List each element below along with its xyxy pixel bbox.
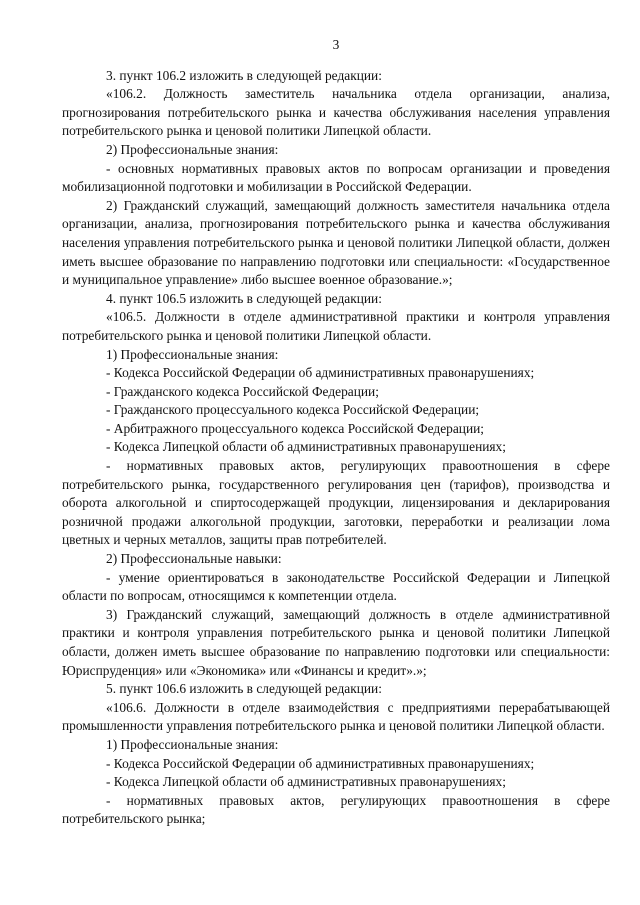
paragraph: 2) Профессиональные навыки: xyxy=(106,551,282,567)
paragraph: - Кодекса Липецкой области об административных правонарушениях; xyxy=(106,774,506,790)
paragraph: «106.6. Должности в отделе взаимодействия с предприятиями перерабатывающей промышленности управления потребительского рынка и ценовой политики Липецкой области. xyxy=(62,699,610,734)
paragraph: - нормативных правовых актов, регулирующих правоотношения в сфере потребительского рынка; xyxy=(62,792,610,827)
paragraph: - Гражданского кодекса Российской Федерации; xyxy=(106,383,379,399)
paragraph: - умение ориентироваться в законодательстве Российской Федерации и Липецкой области по вопросам, относящимся к компетенции отдела. xyxy=(62,569,610,604)
paragraph: - Гражданского процессуального кодекса Российской Федерации; xyxy=(106,402,480,418)
paragraph: 2) Профессиональные знания: xyxy=(106,141,279,157)
paragraph: - основных нормативных правовых актов по вопросам организации и проведения мобилизационной подготовки и мобилизации в Российской Федерации. xyxy=(62,160,610,195)
paragraph: 2) Гражданский служащий, замещающий должность заместителя начальника отдела организации, анализа, прогнозирования потребительского рынка и качества обслуживания населения управления потребительского рынка и ценовой политики Липецкой области, должен иметь высшее образование по направлению подготовки или специальности: «Государственное и муниципальное управление» либо высшее военное образование.»; xyxy=(62,197,610,288)
page-number: 3 xyxy=(332,37,340,52)
paragraph: 1) Профессиональные знания: xyxy=(106,346,279,362)
paragraph: - Кодекса Российской Федерации об административных правонарушениях; xyxy=(106,755,535,771)
paragraph: - Арбитражного процессуального кодекса Российской Федерации; xyxy=(106,420,485,436)
paragraph: 5. пункт 106.6 изложить в следующей редакции: xyxy=(106,681,382,697)
paragraph: - Кодекса Российской Федерации об административных правонарушениях; xyxy=(106,365,535,381)
paragraph: 1) Профессиональные знания: xyxy=(106,736,279,752)
paragraph: - нормативных правовых актов, регулирующих правоотношения в сфере потребительского рынка, государственного регулирования цен (тарифов), производства и оборота алкогольной и спиртосодержащей продукции, лицензирования и декларирования розничной продажи алкогольной продукции, заготовки, переработки и реализации лома цветных и черных металлов, защиты прав потребителей. xyxy=(62,458,610,548)
paragraph: - Кодекса Липецкой области об административных правонарушениях; xyxy=(106,439,506,455)
paragraph: 3. пункт 106.2 изложить в следующей редакции: xyxy=(106,67,382,83)
paragraph: «106.5. Должности в отделе административной практики и контроля управления потребительского рынка и ценовой политики Липецкой области. xyxy=(62,309,610,343)
paragraph: 4. пункт 106.5 изложить в следующей редакции: xyxy=(106,290,382,306)
paragraph: 3) Гражданский служащий, замещающий должность в отделе административной практики и контроля управления потребительского рынка и ценовой политики Липецкой области, должен иметь высшее образование по направлению подготовки или специальности: Юриспруденция» или «Экономика» или «Финансы и кредит».»; xyxy=(62,606,610,678)
paragraph: «106.2. Должность заместитель начальника отдела организации, анализа, прогнозирования потребительского рынка и качества обслуживания населения управления потребительского рынка и ценовой политики Липецкой области. xyxy=(62,86,610,139)
